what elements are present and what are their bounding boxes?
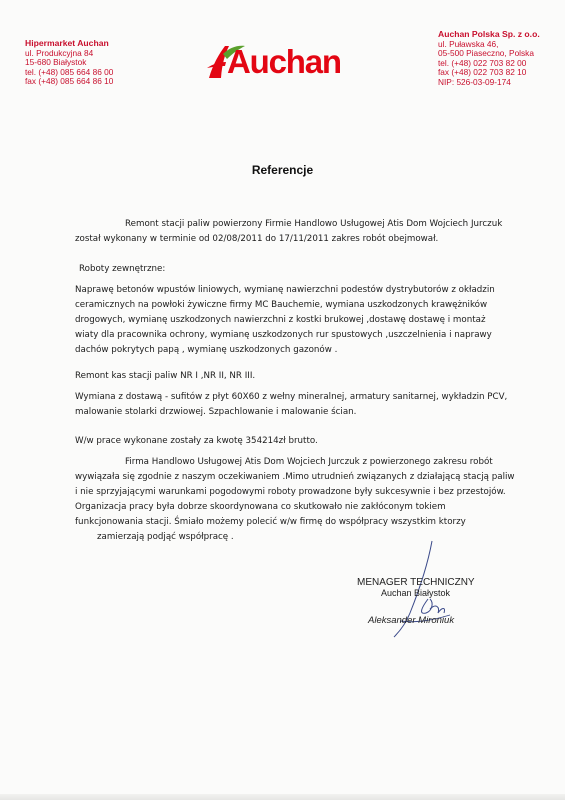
signatory-department: Auchan Białystok [381, 588, 451, 598]
paragraph-line: i nie sprzyjającymi warunkami pogodowymi roboty prowadzone były sukcesywnie i bez przestojów. [75, 487, 506, 498]
section-heading: Roboty zewnętrzne: [79, 264, 166, 274]
kas-paragraph: Remont kas stacji paliw NR I ,NR II, NR III. [75, 371, 256, 381]
paragraph-line: został wykonany w terminie od 02/08/2011 do 17/11/2011 zakres robót obejmował. [75, 234, 439, 245]
intro-paragraph [75, 217, 502, 247]
auchan-logo [203, 42, 363, 82]
paragraph-line: dachów pokrytych papą , wymianę uszkodzonych gazonów . [75, 345, 338, 356]
company-name: Auchan Polska Sp. z o.o. [438, 29, 540, 39]
sender-fax: fax (+48) 085 664 86 10 [25, 76, 114, 87]
paragraph-line: Remont stacji paliw powierzony Firmie Handlowo Usługowej Atis Dom Wojciech Jurczuk [125, 219, 503, 229]
company-fax: fax (+48) 022 703 82 10 [438, 67, 527, 78]
paragraph-line: ceramicznych na powłoki żywiczne firmy MC Bauchemie, wymiana uszkodzonych krawężników [75, 300, 488, 311]
paragraph-line: wiaty dla pracownika ochrony, wymianę uszkodzonych rur spustowych ,uszczelnienia i naprawy [75, 330, 492, 341]
company-phone: tel. (+48) 022 703 82 00 [438, 57, 527, 68]
signatory-title: MENAGER TECHNICZNY [357, 577, 475, 588]
paragraph-line: funkcjonowania stacji. Śmiało możemy polecić w/w firmę do współpracy wszystkim ktorzy [75, 517, 466, 528]
paragraph-line: Naprawę betonów wpustów liniowych, wymianę nawierzchni podestów dystrybutorów z okładzin [75, 285, 495, 295]
amount-paragraph: W/w prace wykonane zostały za kwotę 354214zł brutto. [75, 436, 318, 446]
signatory-name: Aleksander Mironiuk [368, 615, 455, 626]
company-address-block [438, 30, 540, 88]
paragraph-line: malowanie stolarki drzwiowej. Szpachlowanie i malowanie ścian. [75, 407, 357, 418]
paragraph-line: Wymiana z dostawą - sufitów z płyt 60X60 z wełny mineralnej, armatury sanitarnej, wykładzin PCV, [75, 392, 508, 402]
sender-company-name: Hipermarket Auchan [25, 38, 109, 48]
company-nip: NIP: 526-03-09-174 [438, 76, 511, 87]
paragraph-line: wywiązała się zgodnie z naszym oczekiwaniem .Mimo utrudnień związanych z działającą stacją paliw [75, 472, 515, 483]
company-address-line: 05-500 Piaseczno, Polska [438, 48, 534, 59]
company-address-line: ul. Puławska 46, [438, 38, 499, 49]
auchan-wordmark: Auchan [227, 43, 341, 80]
paragraph-line: zamierzają podjąć współpracę . [97, 532, 234, 543]
paragraph-line: Firma Handlowo Usługowej Atis Dom Wojciech Jurczuk z powierzonego zakresu robót [125, 457, 493, 467]
sender-address-line: ul. Produkcyjna 84 [25, 47, 94, 58]
sender-address-block [25, 39, 113, 87]
letter-title: Referencje [251, 163, 314, 177]
page-bottom-edge [0, 794, 565, 800]
paragraph-line: Organizacja pracy była dobrze skoordynowana co skutkowało nie zakłóconym tokiem [75, 502, 446, 513]
sender-phone: tel. (+48) 085 664 86 00 [25, 66, 114, 77]
sender-address-line: 15-680 Białystok [25, 57, 87, 68]
interior-paragraph [75, 390, 507, 420]
scope-paragraph [75, 283, 495, 358]
paragraph-line: drogowych, wymianę uszkodzonych nawierzchni z kostki brukowej ,dostawę dostawę i montaż [75, 315, 486, 326]
recommendation-paragraph [75, 455, 515, 546]
